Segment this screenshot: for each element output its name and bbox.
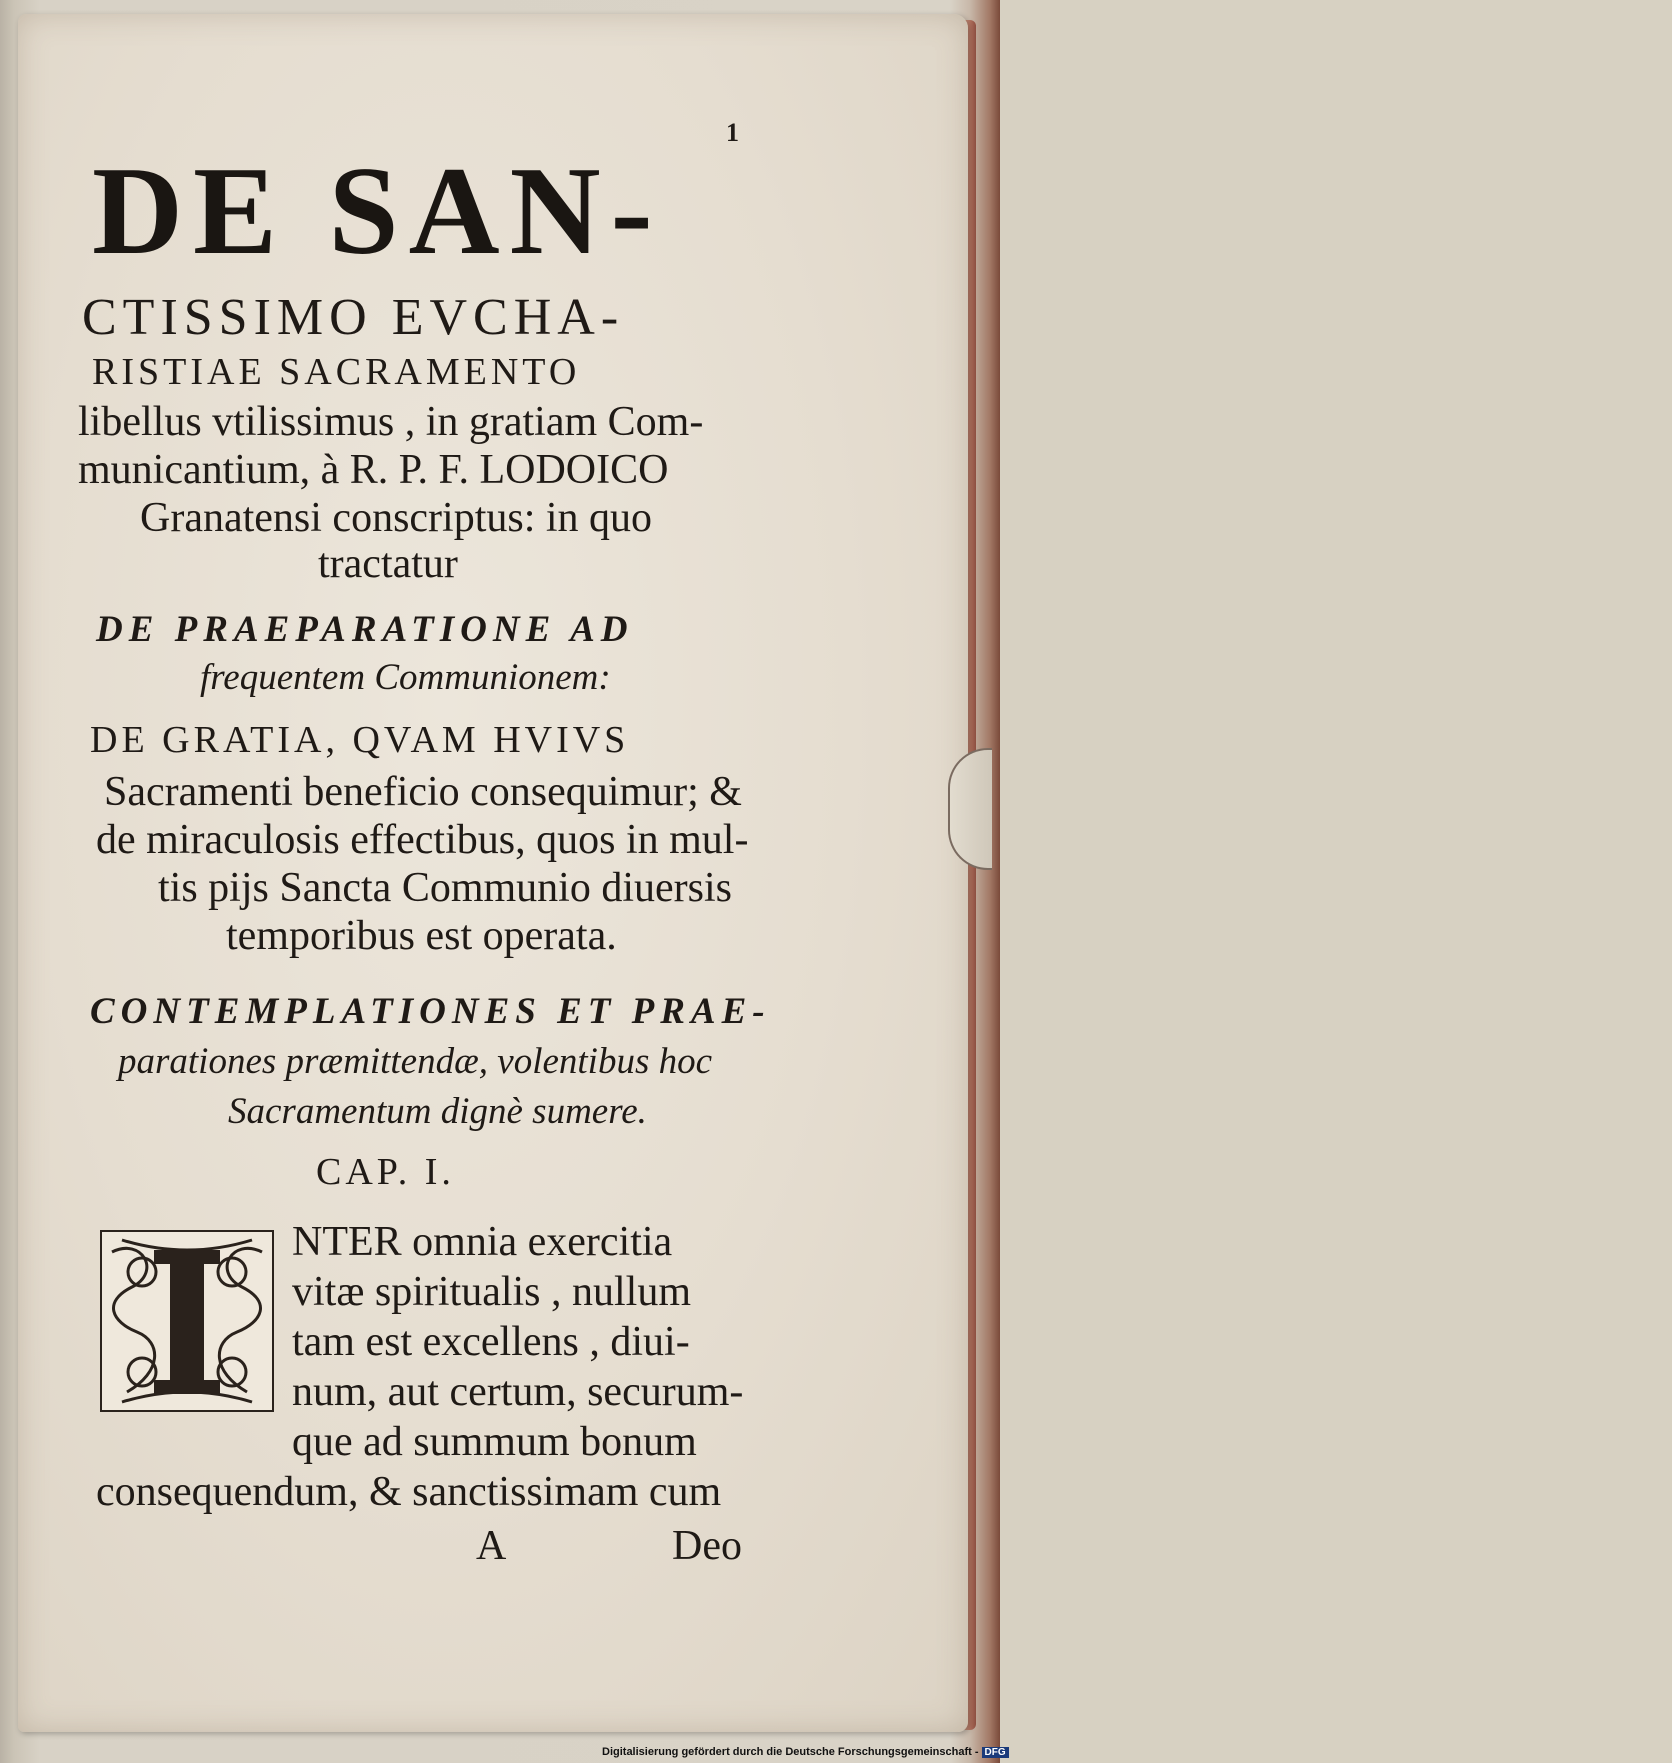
section2-line-5: temporibus est operata. [226, 913, 617, 959]
credit-text: Digitalisierung gefördert durch die Deutsche Forschungsgemeinschaft - [602, 1746, 979, 1758]
chapter-heading: CAP. I. [316, 1151, 455, 1193]
body-line-1: NTER omnia exercitia [292, 1219, 673, 1265]
signature-mark: A [476, 1523, 507, 1569]
section1-line-2: frequentem Communionem: [200, 657, 611, 698]
title-line-5: municantium, à R. P. F. LODOICO [78, 447, 669, 493]
title-line-2: CTISSIMO EVCHA- [82, 289, 625, 346]
catchword: Deo [672, 1523, 742, 1569]
section2-line-3: de miraculosis effectibus, quos in mul- [96, 817, 749, 863]
section2-line-4: tis pijs Sancta Communio diuersis [158, 865, 732, 911]
body-line-6: consequendum, & sanctissimam cum [96, 1469, 722, 1515]
section1-line-1: DE PRAEPARATIONE AD [96, 609, 634, 650]
body-line-3: tam est excellens , diui- [292, 1319, 690, 1365]
ornamental-drop-cap [100, 1230, 274, 1412]
section3-line-1: CONTEMPLATIONES ET PRAE- [90, 991, 771, 1032]
section3-line-3: Sacramentum dignè sumere. [228, 1091, 647, 1132]
dfg-logo: DFG [982, 1747, 1009, 1758]
title-line-6: Granatensi conscriptus: in quo [140, 495, 653, 541]
section2-line-1: DE GRATIA, QVAM HVIVS [90, 719, 630, 761]
section3-line-2: parationes præmittendæ, volentibus hoc [118, 1041, 713, 1082]
section2-line-2: Sacramenti beneficio consequimur; & [104, 769, 742, 815]
body-line-4: num, aut certum, securum- [292, 1369, 744, 1415]
title-line-1: DE SAN- [92, 142, 663, 281]
body-line-2: vitæ spiritualis , nullum [292, 1269, 692, 1315]
title-line-4: libellus vtilissimus , in gratiam Com- [78, 399, 704, 445]
body-line-5: que ad summum bonum [292, 1419, 697, 1465]
drop-cap-ornament-icon [102, 1232, 272, 1410]
folio-number: 1 [726, 118, 739, 147]
digitization-credit [602, 1746, 1009, 1758]
title-line-3: RISTIAE SACRAMENTO [92, 351, 581, 393]
title-line-7: tractatur [318, 541, 458, 587]
